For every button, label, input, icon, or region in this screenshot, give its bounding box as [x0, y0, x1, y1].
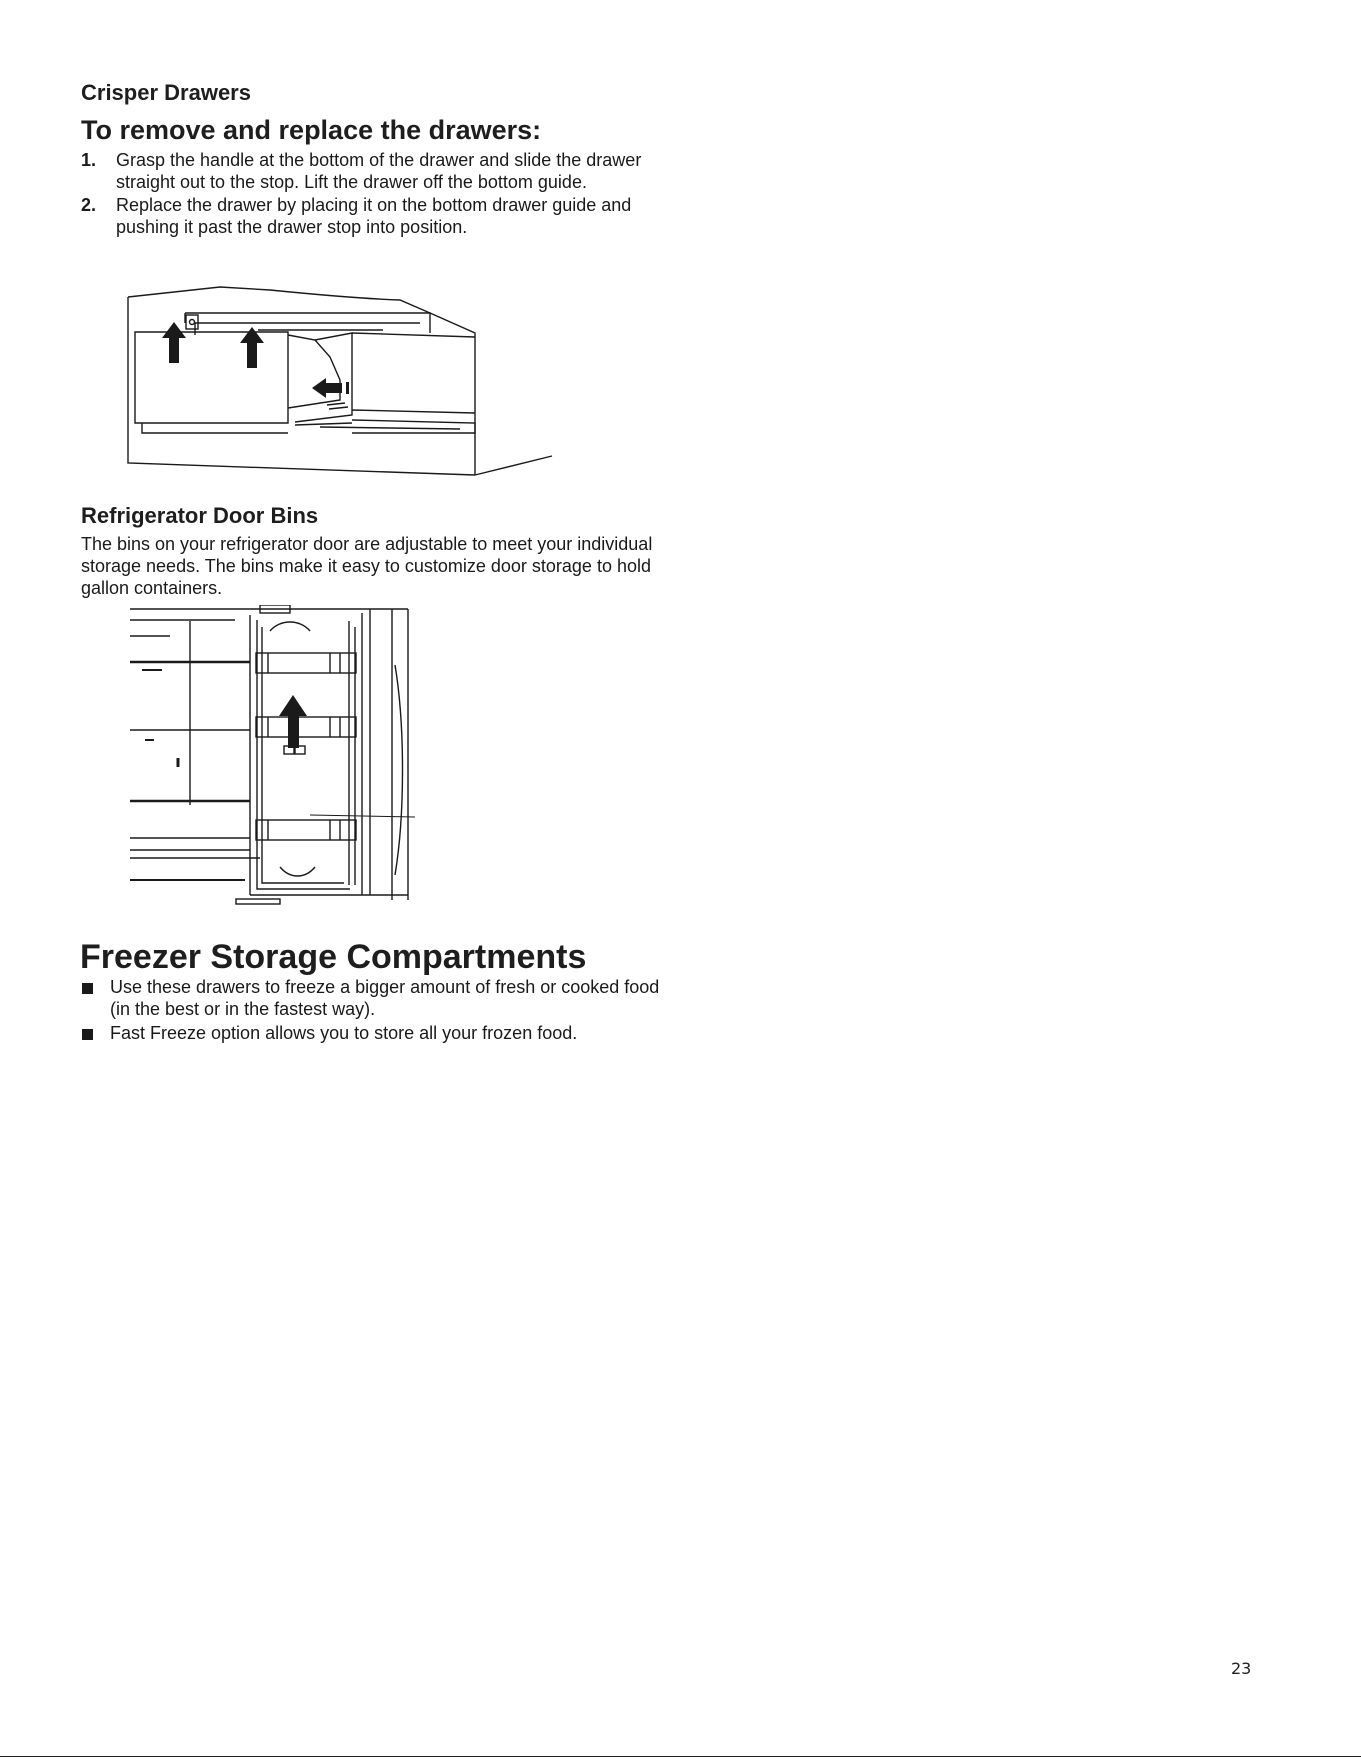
square-bullet-icon: [82, 1029, 93, 1040]
bullet-item: [81, 977, 681, 1020]
footer-rule: [0, 1756, 1361, 1757]
page-number: 23: [1231, 1659, 1252, 1678]
door-bins-paragraph: The bins on your refrigerator door are adjustable to meet your individual storage needs. The bins make it easy to customize door storage to hold gallon containers.: [81, 534, 653, 598]
crisper-drawers-heading: Crisper Drawers: [81, 80, 251, 105]
square-bullet-icon: [82, 983, 93, 994]
bullet-item: [81, 1023, 681, 1045]
step-text: Grasp the handle at the bottom of the drawer and slide the drawer straight out to the stop. Lift the drawer off the bottom guide.: [116, 150, 642, 192]
door-bins-illustration: [130, 605, 420, 905]
freezer-bullets-list: [81, 977, 681, 1048]
bullet-text: Use these drawers to freeze a bigger amount of fresh or cooked food (in the best or in the fastest way).: [110, 977, 660, 1019]
remove-replace-subheading: To remove and replace the drawers:: [81, 115, 542, 145]
crisper-steps-list: [81, 150, 671, 240]
step-item: [81, 195, 671, 238]
bullet-text: Fast Freeze option allows you to store all your frozen food.: [110, 1023, 578, 1043]
step-text: Replace the drawer by placing it on the bottom drawer guide and pushing it past the drawer stop into position.: [116, 195, 632, 237]
door-bins-heading: Refrigerator Door Bins: [81, 503, 319, 528]
crisper-drawer-illustration: [120, 285, 560, 480]
step-item: [81, 150, 671, 193]
step-number: 1.: [81, 150, 97, 170]
step-number: 2.: [81, 195, 97, 215]
freezer-storage-heading: Freezer Storage Compartments: [80, 938, 587, 976]
